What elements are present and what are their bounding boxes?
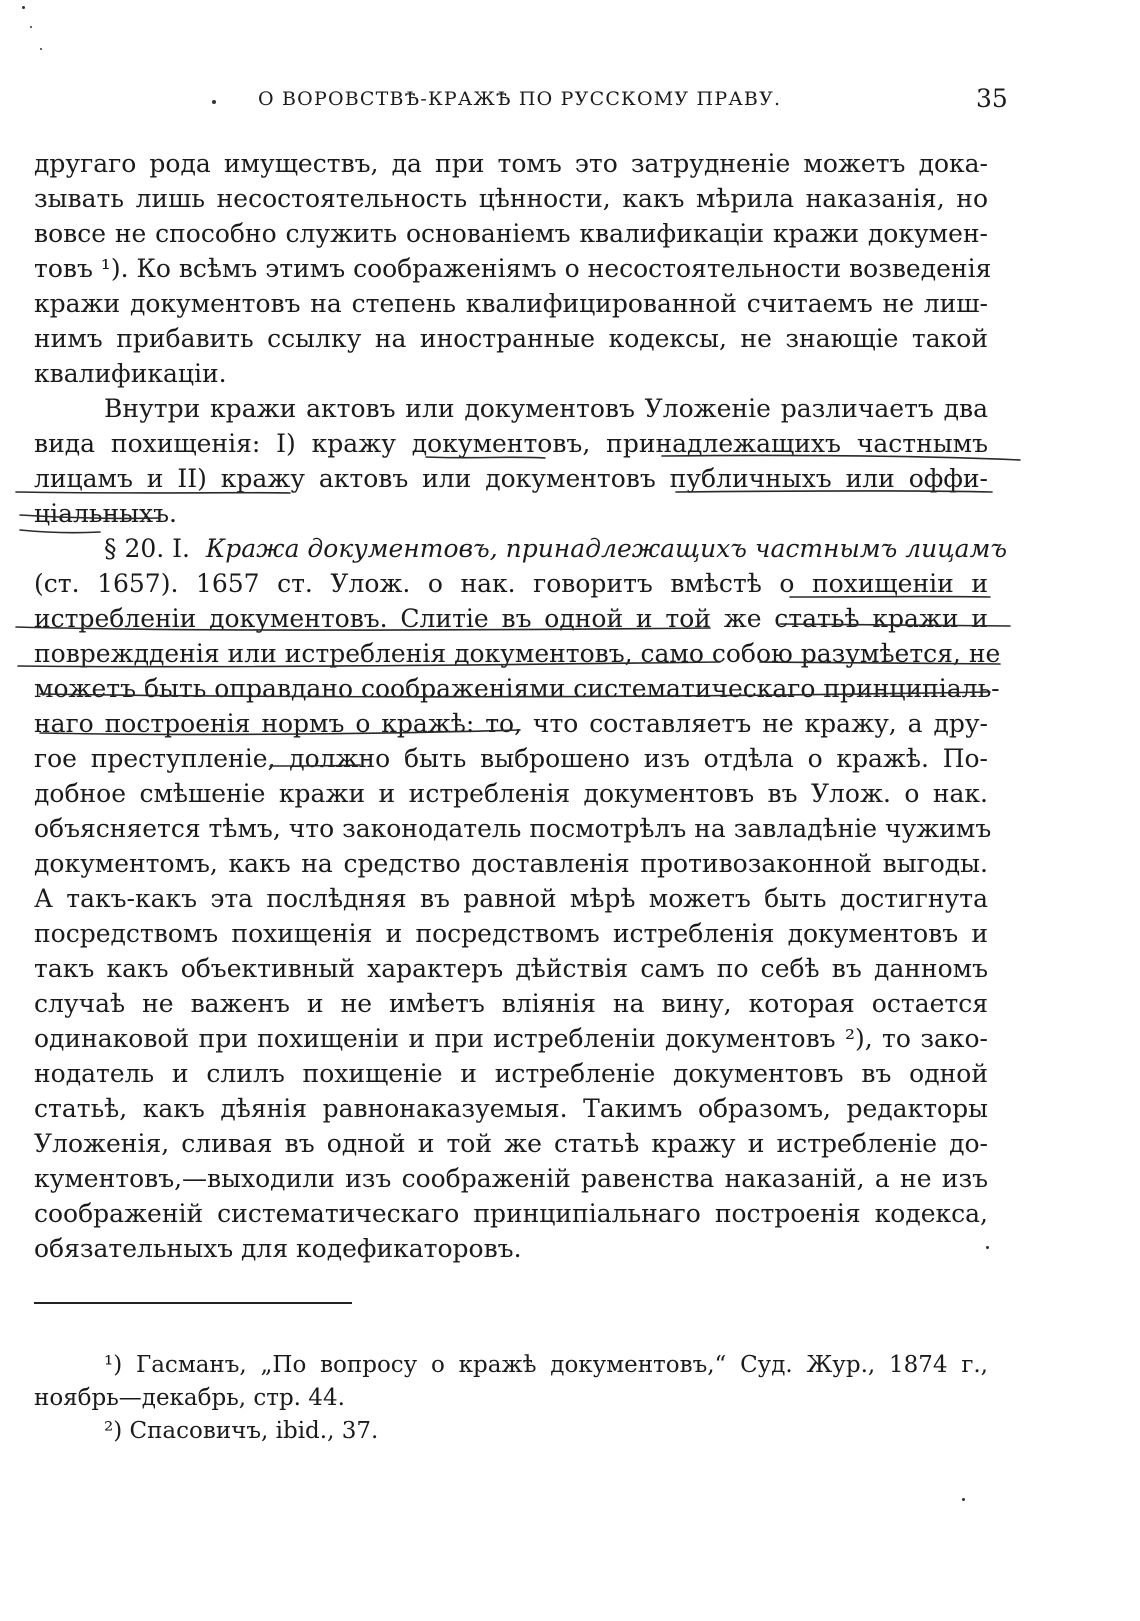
text-line: случаѣ не важенъ и не имѣетъ вліянія на вину, которая остается [34,989,988,1018]
text-line: документомъ, какъ на средство доставленія противозаконной выгоды. [34,849,988,878]
text-line: Уложенія, сливая въ одной и той же статьѣ кражу и истребленіе до- [34,1129,988,1158]
section-number: § 20. I. [104,534,190,563]
text-line: нодатель и слилъ похищеніе и истребленіе документовъ въ одной [34,1059,988,1088]
footnote-line: ноябрь—декабрь, стр. 44. [34,1385,345,1411]
page-number: 35 [976,84,1008,113]
text-line: ціальныхъ. [34,499,177,528]
text-line: можетъ быть оправдано соображеніями систематическаго принципіаль- [34,674,1000,703]
text-line: нимъ прибавить ссылку на иностранные кодексы, не знающіе такой [34,324,988,353]
text-line: такъ какъ объективный характеръ дѣйствія самъ по себѣ въ данномъ [34,954,988,983]
section-heading [104,531,1007,567]
text-line: объясняется тѣмъ, что законодатель посмотрѣлъ на завладѣніе чужимъ [34,814,992,843]
text-line: кражи документовъ на степень квалифицированной считаемъ не лиш- [34,289,988,318]
running-title: О ВОРОВСТВѢ-КРАЖѢ ПО РУССКОМУ ПРАВУ. [258,88,782,110]
text-line: товъ ¹). Ко всѣмъ этимъ соображеніямъ о несостоятельности возведенія [34,254,992,283]
footnote-line: ²) Спасовичъ, ibid., 37. [104,1418,379,1444]
stray-mark [22,6,25,9]
text-line: одинаковой при похищеніи и при истребленіи документовъ ²), то зако- [34,1024,988,1053]
footnote-divider [34,1302,352,1304]
text-line: лицамъ и II) кражу актовъ или документовъ публичныхъ или оффи- [34,464,988,493]
text-line: Внутри кражи актовъ или документовъ Уложеніе различаетъ два [104,394,988,423]
text-line: добное смѣшеніе кражи и истребленія документовъ въ Улож. о нак. [34,779,988,808]
text-line: зывать лишь несостоятельность цѣнности, какъ мѣрила наказанія, но [34,184,988,213]
text-line: вида похищенія: I) кражу документовъ, принадлежащихъ частнымъ [34,429,988,458]
stray-mark [212,100,216,104]
text-line: посредствомъ похищенія и посредствомъ истребленія документовъ и [34,919,988,948]
text-line: гое преступленіе, должно быть выброшено изъ отдѣла о кражѣ. По- [34,744,988,773]
text-line: квалификаціи. [34,359,227,388]
stray-mark [40,48,42,50]
text-line: обязательныхъ для кодефикаторовъ. [34,1234,522,1263]
text-line: статьѣ, какъ дѣянія равнонаказуемыя. Такимъ образомъ, редакторы [34,1094,988,1123]
text-line: (ст. 1657). 1657 ст. Улож. о нак. говоритъ вмѣстѣ о похищеніи и [34,569,988,598]
stray-mark [30,26,32,28]
stray-mark [962,1498,965,1501]
text-line: соображеній систематическаго принципіальнаго построенія кодекса, [34,1199,988,1228]
text-line: А такъ-какъ эта послѣдняя въ равной мѣрѣ можетъ быть достигнута [34,884,988,913]
text-line: истребленіи документовъ. Слитіе въ одной и той же статьѣ кражи и [34,604,988,633]
text-line: кументовъ,—выходили изъ соображеній равенства наказаній, а не изъ [34,1164,988,1193]
stray-mark [986,1246,989,1249]
text-line: наго построенія нормъ о кражѣ: то, что составляетъ не кражу, а дру- [34,709,988,738]
section-title: Кража документовъ, принадлежащихъ частнымъ лицамъ [205,534,1007,563]
text-line: вовсе не способно служить основаніемъ квалификаціи кражи докумен- [34,219,988,248]
text-line: повреждденія или истребленія документовъ, само собою разумѣется, не [34,639,1001,668]
text-line: другаго рода имуществъ, да при томъ это затрудненіе можетъ дока- [34,149,988,178]
footnote-line: ¹) Гасманъ, „По вопросу о кражѣ документовъ,“ Суд. Жур., 1874 г., [104,1352,988,1378]
